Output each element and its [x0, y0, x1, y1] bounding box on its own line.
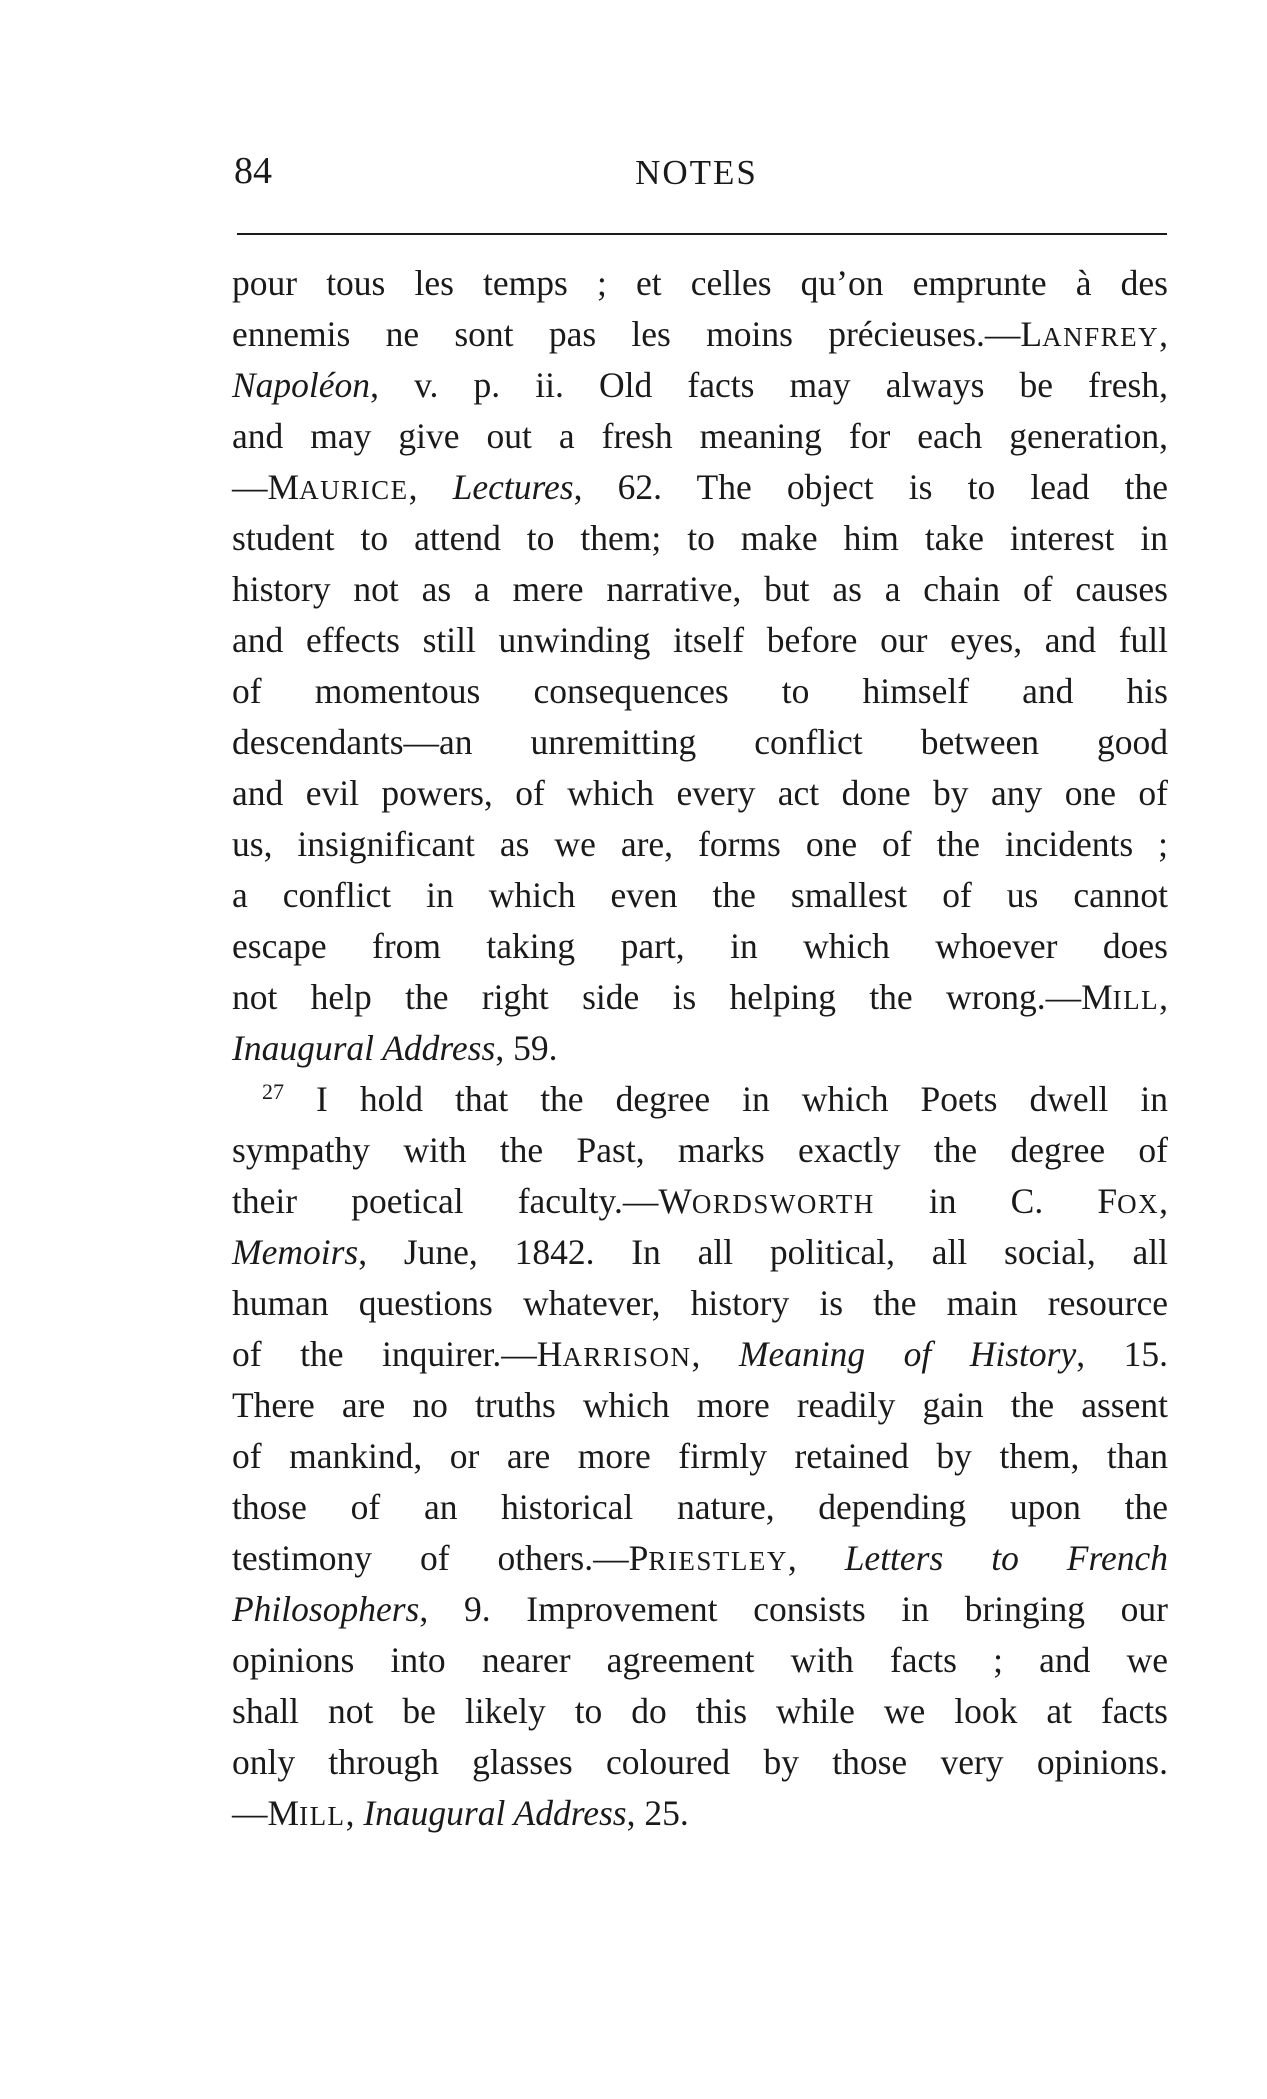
header-rule: [237, 233, 1167, 235]
text-line: of momentous consequences to himself and his: [232, 671, 1168, 711]
text-line: shall not be likely to do this while we look at facts: [232, 1691, 1168, 1731]
citation-title: Letters to French: [844, 1538, 1168, 1578]
text-line: escape from taking part, in which whoever does: [232, 926, 1168, 966]
text-line: —MAURICE, Lectures, 62. The object is to lead the: [232, 467, 1169, 507]
citation-title: Inaugural Address: [363, 1793, 627, 1833]
note-27-first-line: $^{27}$ I hold that the degree in which Poets dwell in: [262, 1079, 1168, 1119]
text-line: student to attend to them; to make him take interest in: [232, 518, 1168, 558]
text-line: a conflict in which even the smallest of us cannot: [232, 875, 1168, 915]
note-marker: 27: [262, 1079, 284, 1104]
text-line: history not as a mere narrative, but as a chain of causes: [232, 569, 1168, 609]
text-line: those of an historical nature, depending upon the: [232, 1487, 1168, 1527]
text-line: sympathy with the Past, marks exactly the degree of: [232, 1130, 1168, 1170]
text-line: There are no truths which more readily gain the assent: [232, 1385, 1168, 1425]
text-line: Inaugural Address, 59.: [232, 1028, 558, 1068]
text-line: Napoléon, v. p. ii. Old facts may always be fresh,: [232, 365, 1168, 405]
citation-title: Inaugural Address: [232, 1028, 496, 1068]
text-line: and evil powers, of which every act done by any one of: [232, 773, 1168, 813]
text-line: Memoirs, June, 1842. In all political, all social, all: [232, 1232, 1168, 1272]
text-line: not help the right side is helping the wrong.—MILL,: [232, 977, 1168, 1017]
text-line: opinions into nearer agreement with facts ; and we: [232, 1640, 1168, 1680]
text-line: only through glasses coloured by those very opinions.: [232, 1742, 1168, 1782]
running-title: NOTES: [635, 153, 758, 192]
text-line: human questions whatever, history is the main resource: [232, 1283, 1168, 1323]
notes-body: [232, 258, 1168, 1839]
citation-title: Napoléon: [232, 365, 371, 405]
text-line: Philosophers, 9. Improvement consists in bringing our: [232, 1589, 1168, 1629]
citation-title: Lectures: [452, 467, 574, 507]
citation-title: Philosophers: [232, 1589, 420, 1629]
text-line: us, insignificant as we are, forms one of the incidents ;: [232, 824, 1168, 864]
text-line: —MILL, Inaugural Address, 25.: [232, 1793, 689, 1833]
text-line: of the inquirer.—HARRISON, Meaning of History, 15.: [232, 1334, 1169, 1374]
text-line: descendants—an unremitting conflict between good: [232, 722, 1168, 762]
text-line: ennemis ne sont pas les moins précieuses.—LANFREY,: [232, 314, 1168, 354]
text-line: and effects still unwinding itself before our eyes, and full: [232, 620, 1168, 660]
citation-title: Memoirs: [232, 1232, 359, 1272]
text-line: their poetical faculty.—WORDSWORTH in C. FOX,: [232, 1181, 1168, 1221]
citation-title: Meaning of History: [738, 1334, 1077, 1374]
page-number: 84: [234, 150, 272, 192]
text-line: testimony of others.—PRIESTLEY, Letters to French: [232, 1538, 1168, 1578]
text-line: pour tous les temps ; et celles qu’on emprunte à des: [232, 263, 1168, 303]
text-line: and may give out a fresh meaning for each generation,: [232, 416, 1168, 456]
text-line: of mankind, or are more firmly retained by them, than: [232, 1436, 1168, 1476]
